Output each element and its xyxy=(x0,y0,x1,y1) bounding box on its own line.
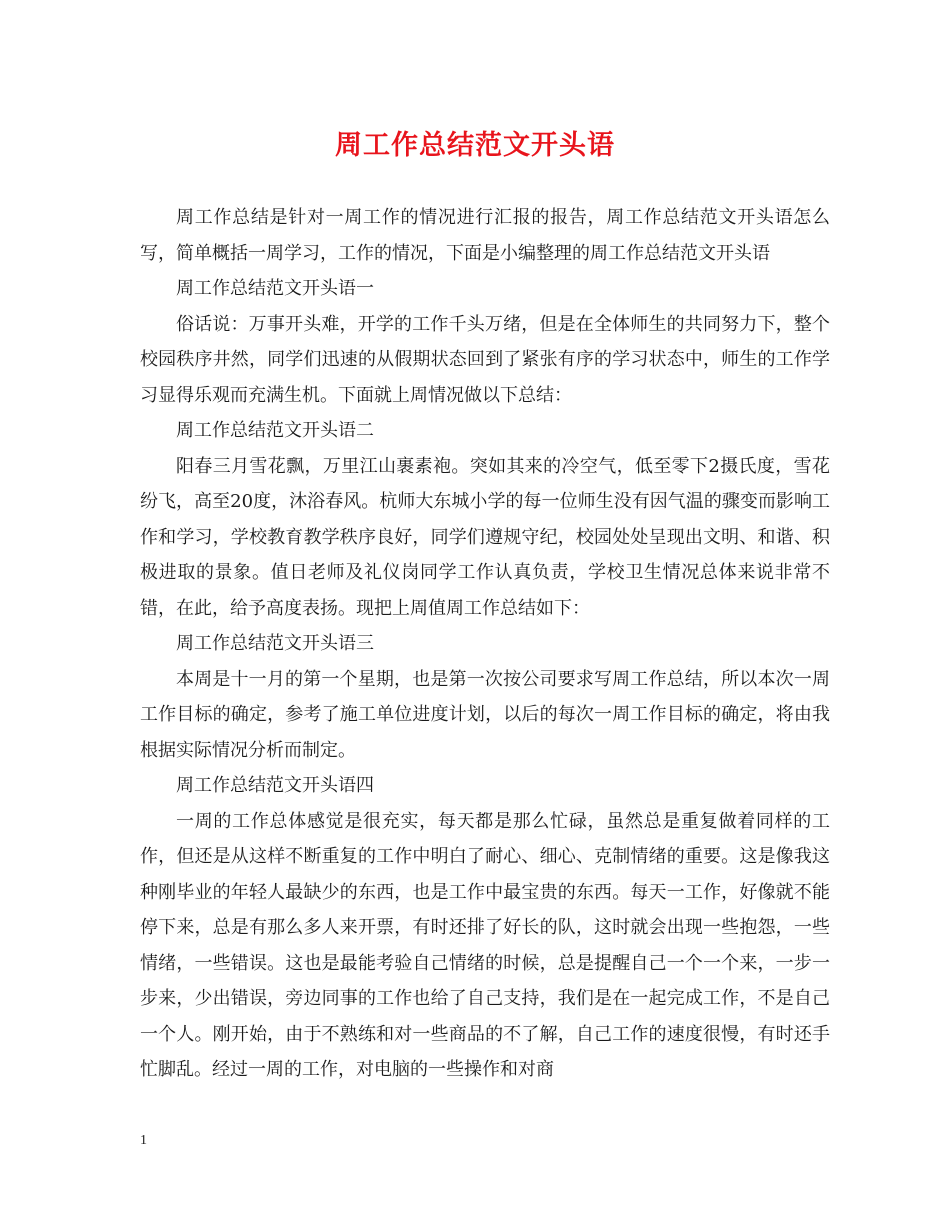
section-heading-1: 周工作总结范文开头语一 xyxy=(176,278,374,299)
section-paragraph-3: 本周是十一月的第一个星期，也是第一次按公司要求写周工作总结，所以本次一周工作目标的确定，参考了施工单位进度计划，以后的每次一周工作目标的确定，将由我根据实际情况分析而制定。 xyxy=(140,668,830,761)
page-number: 1 xyxy=(140,1133,147,1148)
section-paragraph-2: 阳春三月雪花飘，万里江山裹素袍。突如其来的冷空气，低至零下2摄氏度，雪花纷飞，高至20度，沐浴春风。杭师大东城小学的每一位师生没有因气温的骤变而影响工作和学习，学校教育教学秩序良好，同学们遵规守纪，校园处处呈现出文明、和谐、积极进取的景象。值日老师及礼仪岗同学工作认真负责，学校卫生情况总体来说非常不错，在此，给予高度表扬。现把上周值周工作总结如下： xyxy=(140,455,830,619)
section-paragraph-4: 一周的工作总体感觉是很充实，每天都是那么忙碌，虽然总是重复做着同样的工作，但还是从这样不断重复的工作中明白了耐心、细心、克制情绪的重要。这是像我这种刚毕业的年轻人最缺少的东西，也是工作中最宝贵的东西。每天一工作，好像就不能停下来，总是有那么多人来开票，有时还排了好长的队，这时就会出现一些抱怨，一些情绪，一些错误。这也是最能考验自己情绪的时候，总是提醒自己一个一个来，一步一步来，少出错误，旁边同事的工作也给了自己支持，我们是在一起完成工作，不是自己一个人。刚开始，由于不熟练和对一些商品的不了解，自己工作的速度很慢，有时还手忙脚乱。经过一周的工作，对电脑的一些操作和对商 xyxy=(140,810,830,1080)
document-body xyxy=(140,200,830,1088)
section-paragraph-1: 俗话说：万事开头难，开学的工作千头万绪，但是在全体师生的共同努力下，整个校园秩序井然，同学们迅速的从假期状态回到了紧张有序的学习状态中，师生的工作学习显得乐观而充满生机。下面就上周情况做以下总结： xyxy=(140,313,830,406)
section-heading-3: 周工作总结范文开头语三 xyxy=(176,633,374,654)
section-heading-4: 周工作总结范文开头语四 xyxy=(176,775,374,796)
document-title: 周工作总结范文开头语 xyxy=(335,130,615,161)
intro-paragraph: 周工作总结是针对一周工作的情况进行汇报的报告，周工作总结范文开头语怎么写，简单概括一周学习，工作的情况，下面是小编整理的周工作总结范文开头语 xyxy=(140,207,830,264)
section-heading-2: 周工作总结范文开头语二 xyxy=(176,420,374,441)
